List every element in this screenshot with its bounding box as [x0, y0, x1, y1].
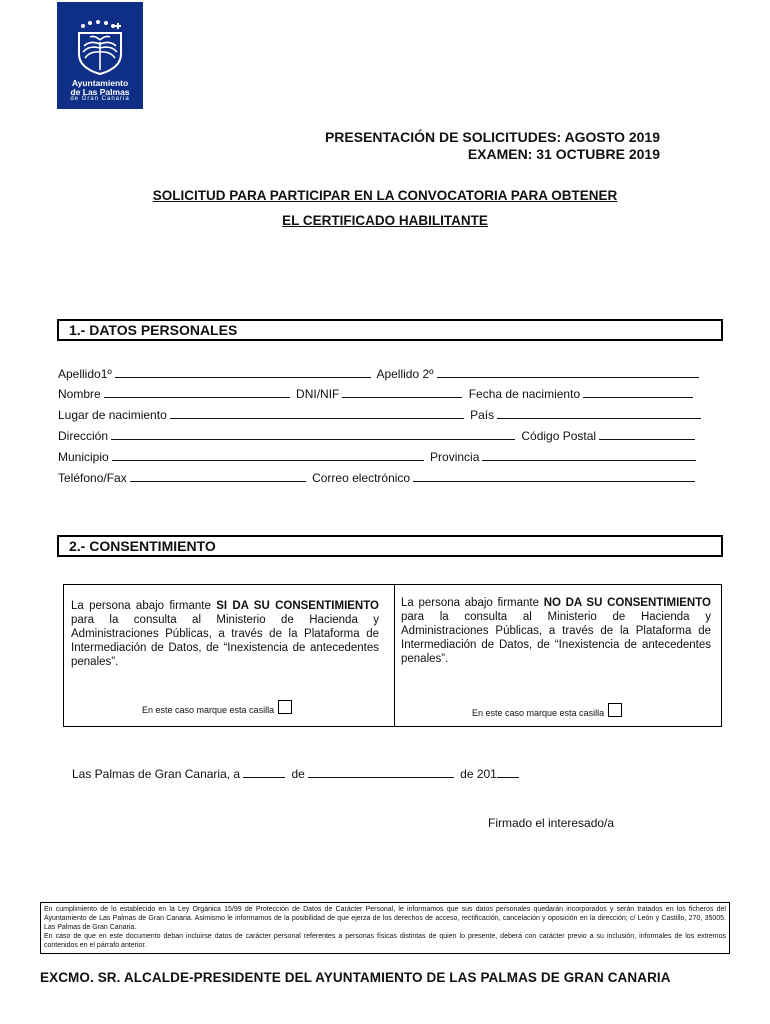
section-consent-title: 2.- CONSENTIMIENTO [69, 538, 216, 554]
signature-label: Firmado el interesado/a [488, 816, 615, 830]
date-prefix: Las Palmas de Gran Canaria, a [72, 767, 241, 781]
codigo-postal-field[interactable] [599, 429, 695, 440]
consent-table [63, 584, 722, 727]
consent-yes-bold: SI DA SU CONSENTIMIENTO [216, 600, 379, 612]
consent-no-mark-label: En este caso marque esta casilla [472, 708, 605, 718]
row-birthplace [58, 408, 720, 422]
label-telefono: Teléfono/Fax [58, 471, 127, 485]
exam-date-heading: EXAMEN: 31 OCTUBRE 2019 [467, 146, 660, 162]
label-nombre: Nombre [58, 387, 101, 401]
day-field[interactable] [243, 767, 285, 778]
consent-no-post: para la consulta al Ministerio de Hacienda y Administraciones Públicas, a través de la Plataforma de Intermediación de Datos, de “Inexistencia de antecedentes penales”. [401, 611, 711, 665]
data-protection-notice [40, 902, 730, 954]
label-apellido2: Apellido 2º [376, 367, 434, 381]
date-de-2: de 201 [460, 767, 497, 781]
submission-date-heading: PRESENTACIÓN DE SOLICITUDES: AGOSTO 2019 [324, 129, 660, 145]
date-place-line [72, 767, 522, 781]
logo-line-3: de Gran Canaria [70, 96, 130, 102]
date-de-1: de [291, 767, 305, 781]
pais-field[interactable] [497, 408, 701, 419]
dni-field[interactable] [342, 387, 462, 398]
section-consent-header [57, 535, 723, 557]
logo-line-2: de Las Palmas [70, 87, 130, 97]
consent-yes-pre: La persona abajo firmante [71, 600, 211, 612]
form-title-line-1: SOLICITUD PARA PARTICIPAR EN LA CONVOCATORIA PARA OBTENER [152, 188, 618, 203]
label-dni: DNI/NIF [296, 387, 340, 401]
logo-line-1: Ayuntamiento [71, 78, 129, 88]
label-fecha-nacimiento: Fecha de nacimiento [468, 387, 581, 401]
addressee-footer: EXCMO. SR. ALCALDE-PRESIDENTE DEL AYUNTAMIENTO DE LAS PALMAS DE GRAN CANARIA [40, 970, 671, 985]
fecha-nacimiento-field[interactable] [583, 387, 693, 398]
label-correo: Correo electrónico [312, 471, 411, 485]
consent-yes-mark-label: En este caso marque esta casilla [142, 705, 275, 715]
label-apellido1: Apellido1º [58, 367, 112, 381]
row-surnames [58, 367, 720, 381]
telefono-field[interactable] [130, 471, 306, 482]
consent-no-text [401, 596, 711, 666]
consent-yes-text [71, 599, 379, 669]
month-field[interactable] [308, 767, 454, 778]
legal-paragraph-1: En cumplimiento de lo establecido en la Ley Orgánica 15/99 de Protección de Datos de Carácter Personal, le informamos que sus datos personales quedarán incorporados y serán tratados en los ficheros del Ayuntamiento de Las Palmas de Gran Canaria. Asimismo le informamos de la posibilidad de que ejerza de los derechos de acceso, rectificación, cancelación y oposición en la dirección; c/ León y Castillo, 270, 35005. Las Palmas de Gran Canaria. [44, 906, 726, 931]
label-codigo-postal: Código Postal [521, 429, 597, 443]
municipio-field[interactable] [112, 450, 424, 461]
section-personal-data-header [57, 319, 723, 341]
correo-field[interactable] [413, 471, 695, 482]
consent-yes-checkbox[interactable] [278, 700, 292, 714]
row-name [58, 387, 720, 401]
consent-no-pre: La persona abajo firmante [401, 597, 540, 609]
label-pais: País [470, 408, 495, 422]
consent-yes-post: para la consulta al Ministerio de Hacienda y Administraciones Públicas, a través de la Plataforma de Intermediación de Datos, de “Inexistencia de antecedentes penales”. [71, 614, 379, 668]
lugar-nacimiento-field[interactable] [170, 408, 464, 419]
provincia-field[interactable] [482, 450, 696, 461]
apellido2-field[interactable] [437, 367, 699, 378]
consent-no-checkbox[interactable] [608, 703, 622, 717]
label-lugar-nacimiento: Lugar de nacimiento [58, 408, 167, 422]
coat-of-arms-icon [57, 2, 143, 78]
label-provincia: Provincia [430, 450, 480, 464]
legal-paragraph-2: En caso de que en este documento deban incluirse datos de carácter personal referentes a personas físicas distintas de quien lo presente, deberá con carácter previo a su inclusión, informales de los extremos contenidos en el párrafo anterior. [44, 933, 726, 949]
row-municipality [58, 450, 720, 464]
consent-no-bold: NO DA SU CONSENTIMIENTO [543, 597, 711, 609]
consent-yes-mark [142, 700, 292, 715]
consent-divider [394, 585, 395, 726]
form-title-line-2: EL CERTIFICADO HABILITANTE [282, 213, 488, 228]
nombre-field[interactable] [104, 387, 290, 398]
label-municipio: Municipio [58, 450, 109, 464]
consent-no-mark [472, 703, 622, 718]
apellido1-field[interactable] [115, 367, 371, 378]
direccion-field[interactable] [111, 429, 515, 440]
row-contact [58, 471, 720, 485]
municipal-logo [57, 2, 143, 109]
year-field[interactable] [497, 767, 519, 778]
row-address [58, 429, 720, 443]
label-direccion: Dirección [58, 429, 109, 443]
section-personal-data-title: 1.- DATOS PERSONALES [69, 322, 238, 338]
